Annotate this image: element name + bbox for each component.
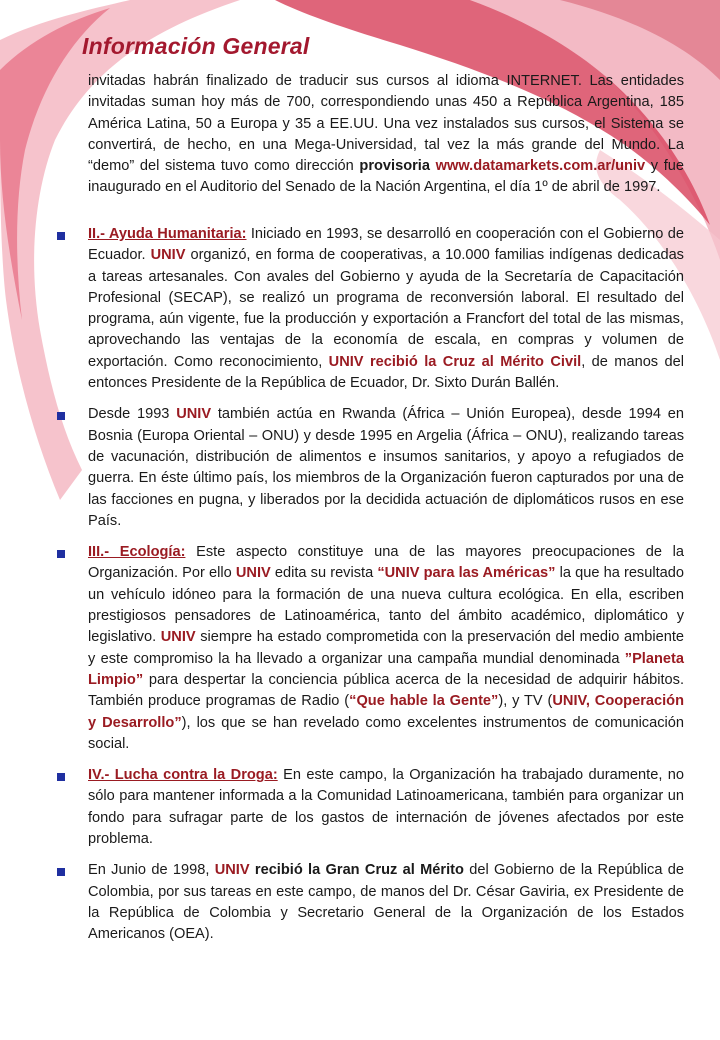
bullet-square-icon [57, 868, 65, 876]
bullet-square-icon [57, 550, 65, 558]
bullet-square-icon [57, 412, 65, 420]
intro-text-1: invitadas habrán finalizado de traducir sus cursos al idioma INTERNET. Las entidades invitadas suman hoy más de 700, correspondiendo unas 450 a República Argentina, 185 América Latina, 50 a Europa y 35 a EE.UU. Una vez instalados sus cursos, el Sistema se convertirá, de hecho, en una Mega-Universidad, tal vez la más grande del Mundo. La “demo” del sistema tuvo como dirección [88, 73, 684, 175]
item-text: para despertar la conciencia pública acerca de la necesidad de adquirir hábitos. También produce programas de Radio ( [88, 671, 684, 710]
radio-program-name: “Que hable la Gente” [349, 693, 499, 710]
item-text: Iniciado en 1993, se desarrolló en cooperación con el Gobierno de Ecuador. [88, 226, 684, 264]
item-text: ), los que se han revelado como excelentes instrumentos de comunicación social. [88, 714, 684, 752]
univ-keyword: UNIV [150, 247, 186, 264]
list-item-rwanda [0, 404, 684, 532]
item-text: edita su revista [270, 565, 378, 582]
page-title: Información General [82, 33, 310, 59]
list-item-ecologia [0, 542, 684, 755]
heading-lucha-droga: IV.- Lucha contra la Droga: [88, 767, 278, 784]
item-text: Desde 1993 [88, 406, 177, 423]
heading-ayuda-humanitaria: II.- Ayuda Humanitaria: [88, 226, 247, 242]
heading-ecologia: III.- Ecología: [88, 544, 186, 561]
item-text: la que ha resultado un vehículo idóneo para la formación de una nueva cultura ecológica. En ella, escriben prestigiosos pensadores de Latinoamérica, tanto del ámbito académico, diplomático y legislativo. [88, 565, 684, 646]
item-text: ), y TV ( [498, 693, 553, 710]
univ-keyword: UNIV [235, 565, 271, 582]
univ-keyword: UNIV [176, 406, 212, 423]
campaign-name: ”Planeta Limpio” [88, 650, 684, 688]
revista-name: “UNIV para las Américas” [377, 565, 556, 582]
item-text: Este aspecto constituye una de las mayores preocupaciones de la Organización. Por ello [88, 544, 684, 582]
intro-url-link[interactable]: www.datamarkets.com.ar/univ [435, 158, 646, 175]
item-text: , de manos del entonces Presidente de la República de Ecuador, Dr. Sixto Durán Ballén. [88, 353, 684, 392]
bullet-square-icon [57, 773, 65, 781]
award-cruz-merito-civil: UNIV recibió la Cruz al Mérito Civil [328, 353, 582, 370]
item-text: En este campo, la Organización ha trabajado duramente, no sólo para mantener informada a la Comunidad Latinoamericana, también para organizar un fondo para sufragar parte de los gastos de internación de jóvenes afectados por este problema. [88, 767, 684, 848]
item-text: siempre ha estado comprometida con la preservación del medio ambiente y este compromiso la ha llevado a organizar una campaña mundial denominada [88, 629, 684, 667]
list-item-lucha-droga [0, 765, 684, 850]
list-item-ayuda-humanitaria [0, 224, 684, 394]
univ-keyword: UNIV [160, 629, 196, 646]
intro-provisoria: provisoria [359, 158, 430, 175]
item-text: también actúa en Rwanda (África – Unión Europea), desde 1994 en Bosnia (Europa Oriental – ONU) y desde 1995 en Argelia (África – ONU), realizando tareas de vacunación, distribución de alimentos e insumos sanitarios, y apoyo a refugiados de guerra. En éste último país, los miembros de la Organización fueron capturados por una de las facciones en pugna, y liberados por la decidida actuación de diplomáticos rusos en ese País. [88, 406, 684, 529]
intro-paragraph [88, 71, 684, 199]
bullet-square-icon [57, 232, 65, 240]
section-bullet-list [0, 224, 720, 956]
item-text: del Gobierno de la República de Colombia, por sus tareas en este campo, de manos del Dr. César Gaviria, ex Presidente de la República de Colombia y Secretario General de la Organización de los Estados Americanos (OEA). [88, 862, 684, 943]
intro-text-2: y fue inaugurado en el Auditorio del Senado de la Nación Argentina, el día 1º de abril de 1997. [88, 158, 684, 196]
univ-keyword: UNIV [214, 862, 250, 879]
item-text: En Junio de 1998, [88, 862, 215, 879]
award-gran-cruz-merito: recibió la Gran Cruz al Mérito [249, 862, 464, 879]
list-item-colombia [0, 860, 684, 945]
tv-program-name: UNIV, Cooperación y Desarrollo” [88, 693, 684, 731]
item-text: organizó, en forma de cooperativas, a 10.000 familias indígenas dedicadas a tareas artesanales. Con avales del Gobierno y ayuda de la Secretaría de Capacitación Profesional (SECAP), se realizó un programa de reconversión laboral. El resultado del programa, aún vigente, fue la producción y exportación a Francfort del total de las mismas, aprovechando las ventajas de la economía de escala, en compras y volumen de exportación. Como reconocimiento, [88, 247, 684, 370]
